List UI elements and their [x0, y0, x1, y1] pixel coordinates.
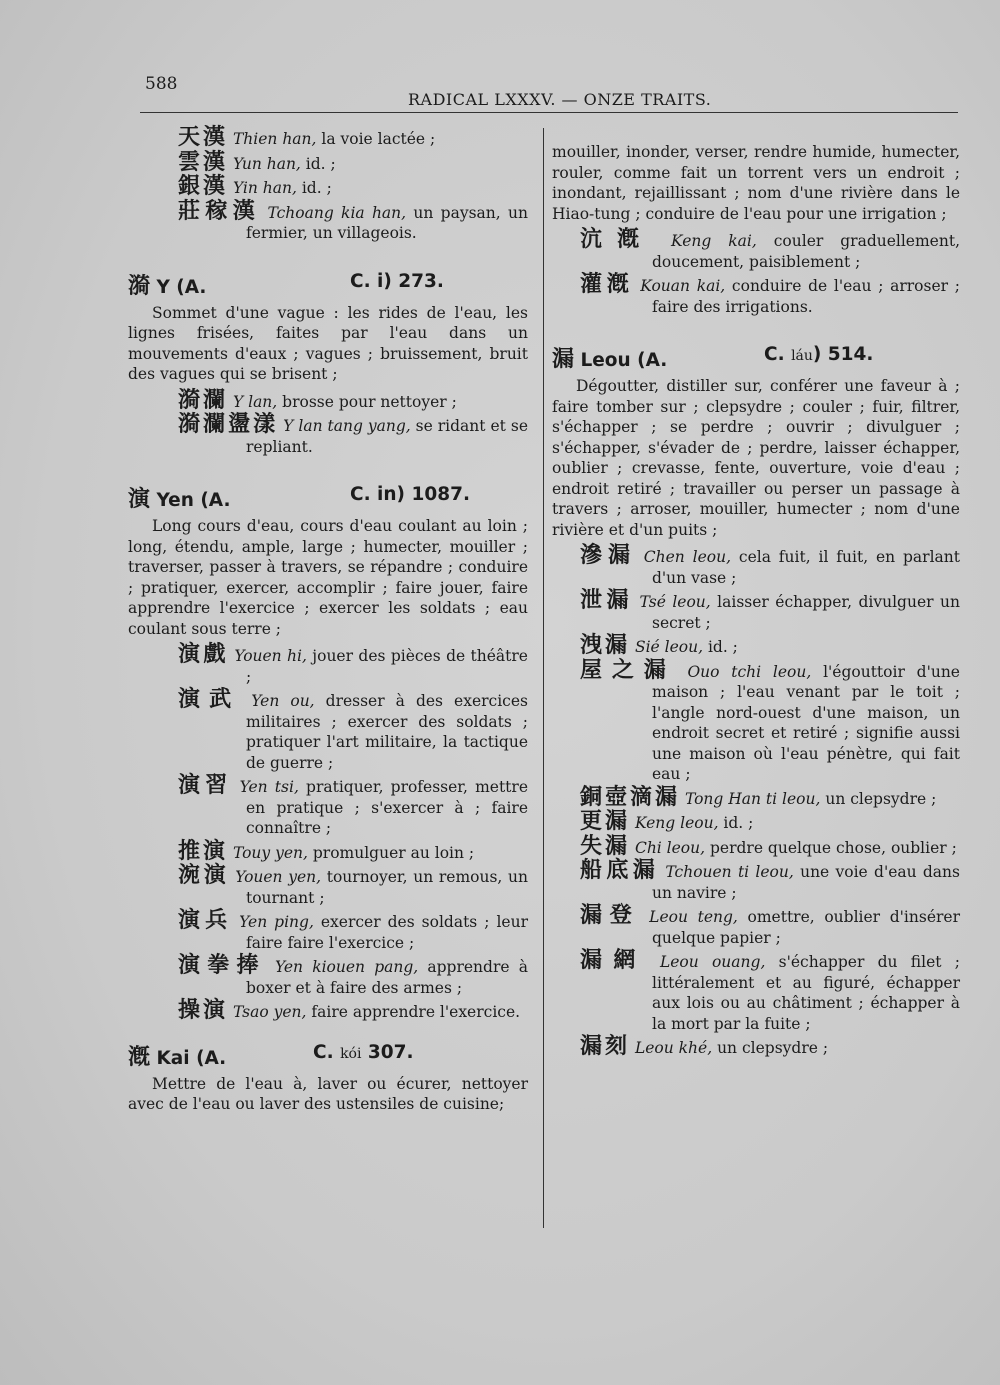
page-number: 588: [145, 74, 178, 94]
compound-chars: 洩漏: [580, 633, 631, 658]
romanization: Youen yen,: [235, 868, 322, 886]
compound-chars: 漏網: [580, 948, 647, 973]
gloss: id. ;: [718, 814, 754, 832]
header-rule: [140, 112, 958, 113]
compound-chars: 演兵: [178, 908, 233, 933]
head-character: 漑: [128, 1044, 151, 1070]
gloss: apprendre à boxer et à faire des armes ;: [246, 958, 528, 997]
head-code-number: ) 514.: [812, 344, 874, 365]
gloss: se ridant et se repliant.: [246, 417, 528, 456]
compound-chars: 漪瀾: [178, 387, 229, 413]
romanization: Kouan kai,: [640, 277, 726, 295]
gloss: promulguer au loin ;: [307, 843, 475, 862]
compound-chars: 漏登: [580, 903, 640, 928]
head-code-number: 307.: [367, 1041, 414, 1063]
gloss: exercer des soldats ; leur faire faire l'exercice ;: [246, 913, 528, 952]
gloss: brosse pour nettoyer ;: [277, 392, 457, 411]
gloss: id. ;: [703, 638, 738, 656]
compound-entry: [552, 588, 960, 633]
definition: Sommet d'une vague : les rides de l'eau, les lignes frisées, faites par l'eau dans un mouvements d'eaux ; vagues ; bruissement, bruit des vagues qui se brisent ;: [128, 303, 528, 383]
romanization: Yen tsi,: [239, 778, 299, 796]
definition: Dégoutter, distiller sur, conférer une faveur à ; faire tomber sur ; clepsydre ; couler ; fuir, filtrer, s'échapper ; se perdre ; ouvrir ; divulguer ; s'échapper, s'évader de ; perdre, laisser échapper, oublier ; crevasse, fente, ouverture, voie d'eau ; endroit retiré ; travailler ou perser un passage à travers ; arroser, mouiller, humecter ; nom d'une rivière et d'un puits ;: [552, 377, 960, 539]
romanization: Youen hi,: [234, 647, 307, 665]
romanization: Sié leou,: [634, 638, 704, 656]
head-character: 演: [128, 487, 151, 512]
running-head: RADICAL LXXXV. — ONZE TRAITS.: [408, 90, 712, 109]
romanization: Leou khé,: [634, 1039, 713, 1057]
head-code: [313, 1042, 414, 1063]
compound-entry: [552, 1034, 960, 1059]
gloss: cela fuit, il fuit, en parlant d'un vase ;: [652, 548, 960, 587]
romanization: Yen ping,: [239, 913, 314, 931]
gloss: un clepsydre ;: [712, 1039, 829, 1057]
compound-entry: [128, 863, 528, 908]
compound-entry: [128, 198, 528, 244]
compound-chars: 灌漑: [580, 272, 634, 297]
romanization: Tchouen ti leou,: [665, 863, 794, 881]
head-code: C. in) 1087.: [350, 484, 470, 505]
romanization: Y lan,: [232, 392, 278, 411]
compound-entry: [552, 272, 960, 317]
compound-chars: 操演: [178, 998, 229, 1023]
compound-chars: 銅壺滴漏: [580, 784, 681, 810]
compound-entry: [552, 227, 960, 272]
romanization: Keng kai,: [671, 232, 757, 250]
head-romanization: Kai (A.: [156, 1047, 227, 1069]
compound-entry: [128, 773, 528, 839]
compound-entry: [552, 809, 960, 834]
compound-chars: 演武: [178, 687, 241, 712]
compound-entry: [552, 833, 960, 859]
definition: Long cours d'eau, cours d'eau coulant au loin ; long, étendu, ample, large ; humecter, mouiller ; traverser, passer à travers, se répandre ; conduire ; pratiquer, exercer, accomplir ; faire jouer, faire apprendre l'exercice ; exercer les soldats ; eau coulant sous terre ;: [128, 517, 528, 638]
compound-entry: [552, 657, 960, 785]
romanization: Touy yen,: [232, 843, 308, 862]
romanization: Ouo tchi leou,: [687, 662, 812, 681]
compound-chars: 演習: [178, 773, 233, 798]
definition: Mettre de l'eau à, laver ou écurer, nettoyer avec de l'eau ou laver des ustensiles de cuisine;: [128, 1074, 528, 1113]
head-character: 漪: [128, 273, 151, 299]
head-code-reading: kói: [340, 1045, 362, 1062]
gloss: un clepsydre ;: [820, 789, 937, 808]
romanization: Yun han,: [232, 154, 301, 173]
romanization: Tsé leou,: [639, 593, 711, 611]
compound-chars: 失漏: [580, 833, 631, 859]
head-romanization: Yen (A.: [156, 490, 231, 511]
gloss: id. ;: [296, 179, 332, 197]
gloss: une voie d'eau dans un navire ;: [652, 863, 960, 902]
compound-entry: [128, 687, 528, 773]
gloss: s'échapper du filet ; littéralement et au figuré, échapper aux lois ou au châtiment ; échapper à la mort par la fuite ;: [652, 953, 960, 1033]
gloss: omettre, oublier d'insérer quelque papier ;: [652, 908, 960, 947]
gloss: faire apprendre l'exercice.: [306, 1003, 521, 1021]
romanization: Tsao yen,: [232, 1003, 307, 1021]
gloss: conduire de l'eau ; arroser ; faire des irrigations.: [652, 277, 960, 316]
romanization: Thien han,: [232, 130, 317, 148]
continued-definition: mouiller, inonder, verser, rendre humide, humecter, rouler, comme fait un torrent vers un endroit ; inondant, rejaillissant ; nom d'une rivière dans le Hiao-tung ; conduire de l'eau pour une irrigation ;: [552, 143, 960, 223]
compound-entry: [552, 948, 960, 1034]
romanization: Yen kiouen pang,: [274, 958, 419, 976]
compound-chars: 滲漏: [580, 543, 636, 568]
head-romanization: Y (A.: [156, 276, 207, 298]
compound-chars: 演拳捧: [178, 953, 266, 978]
gloss: couler graduellement, doucement, paisiblement ;: [652, 232, 960, 271]
compound-chars: 莊稼漢: [178, 198, 261, 224]
compound-entry: [128, 387, 528, 413]
romanization: Tong Han ti leou,: [684, 789, 821, 808]
compound-chars: 漪瀾盪漾: [178, 412, 279, 437]
compound-entry: [128, 125, 528, 150]
romanization: Leou ouang,: [659, 953, 766, 971]
compound-chars: 雲漢: [178, 149, 229, 175]
column-divider: [543, 128, 544, 1228]
compound-entry: [128, 149, 528, 175]
gloss: un paysan, un fermier, un villageois.: [246, 203, 528, 242]
compound-chars: 漏刻: [580, 1034, 631, 1059]
headword-leou: [552, 342, 960, 372]
compound-chars: 銀漢: [178, 174, 229, 199]
head-code: C. i) 273.: [350, 270, 444, 292]
compound-chars: 屋之漏: [580, 657, 676, 683]
compound-entry: [128, 174, 528, 199]
compound-chars: 泄漏: [580, 588, 634, 613]
gloss: pratiquer, professer, mettre en pratique ; s'exercer à ; faire connaître ;: [246, 778, 528, 837]
gloss: tournoyer, un remous, un tournant ;: [246, 868, 528, 907]
compound-entry: [128, 953, 528, 998]
gloss: perdre quelque chose, oublier ;: [705, 838, 957, 857]
compound-chars: 沆漑: [580, 227, 655, 252]
gloss: dresser à des exercices militaires ; exercer des soldats ; pratiquer l'art militaire, la tactique de guerre ;: [246, 692, 528, 772]
compound-chars: 船底漏: [580, 858, 660, 883]
compound-entry: [552, 858, 960, 903]
headword-yen: [128, 482, 528, 512]
head-code-reading: láu: [791, 348, 813, 364]
right-column: [552, 142, 960, 1062]
compound-chars: 涴演: [178, 863, 230, 888]
compound-entry: [552, 633, 960, 658]
compound-entry: [128, 642, 528, 687]
romanization: Keng leou,: [634, 814, 719, 832]
compound-chars: 推演: [178, 838, 229, 864]
gloss: laisser échapper, divulguer un secret ;: [652, 593, 960, 632]
gloss: id. ;: [300, 154, 336, 173]
romanization: Y lan tang yang,: [283, 417, 411, 435]
gloss: jouer des pièces de théâtre ;: [246, 647, 528, 686]
romanization: Tchoang kia han,: [267, 203, 407, 222]
head-code-prefix: C.: [313, 1041, 334, 1063]
romanization: Chi leou,: [634, 838, 706, 857]
compound-entry: [552, 784, 960, 810]
romanization: Chen leou,: [643, 548, 732, 566]
head-code-prefix: C.: [764, 344, 785, 365]
left-column: [128, 126, 528, 1121]
head-character: 漏: [552, 347, 575, 372]
headword-kai: [128, 1040, 528, 1070]
head-romanization: Leou (A.: [580, 350, 668, 371]
compound-chars: 天漢: [178, 125, 229, 150]
compound-chars: 更漏: [580, 809, 631, 834]
compound-entry: [128, 908, 528, 953]
romanization: Leou teng,: [649, 908, 738, 926]
gloss: l'égouttoir d'une maison ; l'eau venant par le toit ; l'angle nord-ouest d'une maison, un endroit secret et retiré ; signifie aussi une maison où l'eau pénètre, qui fait eau ;: [652, 662, 960, 783]
head-code: [764, 344, 873, 365]
compound-entry: [128, 838, 528, 864]
compound-entry: [128, 412, 528, 457]
headword-y: [128, 269, 528, 299]
compound-entry: [552, 543, 960, 588]
gloss: la voie lactée ;: [316, 130, 436, 148]
compound-entry: [552, 903, 960, 948]
compound-entry: [128, 998, 528, 1023]
compound-chars: 演戲: [178, 642, 229, 667]
romanization: Yin han,: [232, 179, 297, 197]
romanization: Yen ou,: [251, 692, 315, 710]
